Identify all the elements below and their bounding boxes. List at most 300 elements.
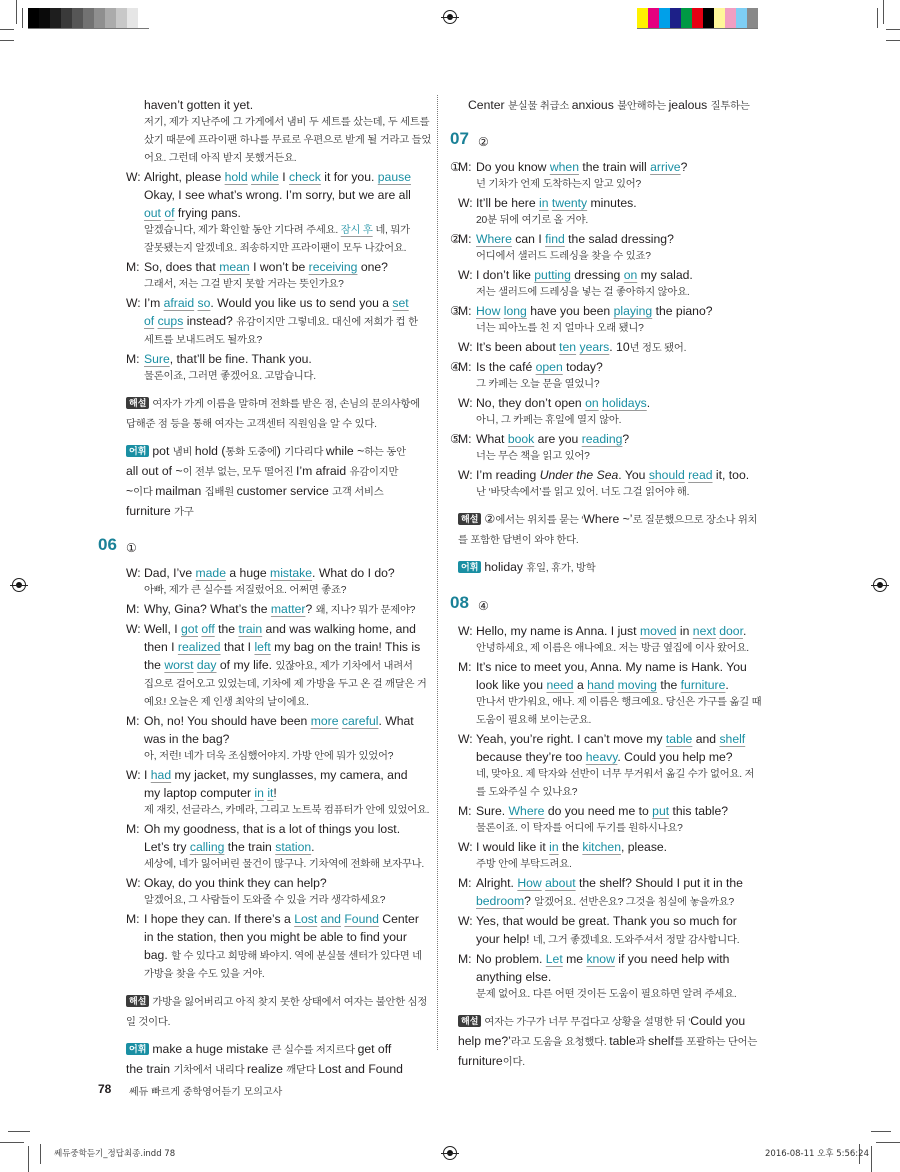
dialogue-line: W: I’m afraid so. Would you like us to send you a set [126, 296, 409, 310]
korean-text: 년 정도 됐어. [629, 343, 687, 354]
dialogue-line: W: I’m reading Under the Sea. You should read it, too. [458, 468, 750, 482]
translation-line [126, 748, 426, 766]
blank-answer: worst [164, 658, 194, 672]
crop-mark [16, 0, 17, 24]
color-swatch [659, 8, 670, 28]
blank-answer: book [507, 432, 535, 446]
dialogue-line: W: It’s been about ten years. 10년 정도 됐어. [458, 340, 687, 354]
speaker-label: W: [458, 732, 473, 746]
blank-answer: made [195, 566, 226, 580]
blank-answer: about [545, 876, 576, 890]
color-swatch [39, 8, 50, 28]
speaker-label: M: [458, 876, 472, 890]
color-swatch [703, 8, 714, 28]
blank-answer: pause [377, 170, 411, 184]
dialogue-line: bag. 할 수 있다고 희망해 봐야지. 역에 분실물 센터가 있다면 네 [144, 948, 422, 962]
blank-answer: and [320, 912, 341, 926]
option-marker: ③ [450, 304, 461, 318]
option-item [450, 358, 775, 430]
korean-text: 이 전부 없는, 모두 떨어진 [182, 467, 297, 478]
dialogue-line: my laptop computer in it! [144, 786, 277, 800]
note-line [126, 992, 426, 1012]
blank-answer: Let [545, 952, 563, 966]
color-swatch [725, 8, 736, 28]
speaker-label: M: [458, 432, 472, 446]
korean-text: 알겠어요, 그 사람들이 도와줄 수 있을 거라 생각하세요? [144, 895, 386, 906]
blank-answer: had [150, 768, 172, 782]
crop-mark [22, 8, 23, 28]
blank-answer: train [238, 622, 263, 636]
dialogue-line: Okay, I see what’s wrong. I’m sorry, but we are all [144, 188, 411, 202]
column-divider [437, 95, 438, 1050]
translation-line [126, 694, 426, 712]
korean-text: 주방 안에 부탁드려요. [476, 859, 572, 870]
blank-answer: reading [581, 432, 623, 446]
speaker-label: W: [126, 296, 141, 310]
korean-text: 저기, 제가 지난주에 그 가게에서 냄비 두 세트를 샀는데, 두 세트를 [144, 117, 430, 128]
note-line: 해설 ②에서는 위치를 묻는 ‘Where ~’로 질문했으므로 장소나 위치 [458, 510, 775, 530]
spacer [126, 984, 426, 992]
speaker-label: M: [458, 160, 472, 174]
blank-answer: it [267, 786, 274, 800]
dialogue-line: M: Where can I find the salad dressing? [458, 232, 674, 246]
dialogue-line: M: Sure. Where do you need me to put this table? [458, 804, 729, 818]
slug-date-info: 2016-08-11 오후 5:56:24 [765, 1149, 869, 1159]
speaker-label: M: [458, 304, 472, 318]
spacer [458, 502, 775, 510]
korean-text: 답해준 점 등을 통해 여자는 고객센터 직원임을 알 수 있다. [126, 419, 377, 430]
blank-answer: ten [559, 340, 577, 354]
blank-answer: in [549, 840, 559, 854]
blank-answer: receiving [308, 260, 358, 274]
translation-line [126, 802, 430, 820]
option-item [450, 230, 775, 302]
blank-answer: years [579, 340, 610, 354]
blank-answer: kitchen [582, 840, 621, 854]
korean-text: 를 포괄하는 단어는 [673, 1037, 758, 1048]
color-swatch [61, 8, 72, 28]
explanation-badge: 해설 [458, 513, 481, 525]
blank-answer: in [539, 196, 549, 210]
blank-answer: mistake [270, 566, 313, 580]
blank-answer: got [181, 622, 198, 636]
page-number: 78 [98, 1082, 112, 1096]
crop-mark [886, 29, 900, 30]
blank-answer: afraid [163, 296, 195, 310]
question-number: 07 [450, 129, 469, 148]
korean-text: 문제 없어요. 다른 어떤 것이든 도움이 필요하면 알려 주세요. [476, 989, 737, 1000]
crop-mark [8, 1131, 30, 1132]
dialogue-line: of cups instead? 유감이지만 그렇네요. 대신에 저희가 컵 한 [144, 314, 418, 328]
dialogue-line: W: It’ll be here in twenty minutes. [458, 196, 637, 210]
speaker-label: W: [458, 914, 473, 928]
question-answer: ④ [478, 599, 489, 613]
dialogue-line: M: Oh, no! You should have been more careful. What [126, 714, 414, 728]
color-swatch [94, 8, 105, 28]
speaker-label: W: [458, 624, 473, 638]
blank-answer: when [549, 160, 579, 174]
question-answer: ② [478, 135, 489, 149]
blank-answer: left [254, 640, 271, 654]
blank-answer: while [251, 170, 279, 184]
korean-text: 난 ‘바닷속에서’를 읽고 있어. 너도 그걸 읽어야 해. [476, 487, 690, 498]
note-line: help me?’라고 도움을 요청했다. table과 shelf를 포괄하는 단어는 [458, 1034, 758, 1048]
note-line: furniture 가구 [126, 504, 194, 518]
crop-mark [883, 0, 884, 24]
speaker-label: M: [458, 660, 472, 674]
dialogue-line: Let’s try calling the train station. [144, 840, 315, 854]
crop-mark [876, 1142, 900, 1143]
speaker-label: M: [458, 360, 472, 374]
question-header [98, 534, 426, 560]
translation-line [126, 132, 432, 150]
korean-text: 가구 [174, 507, 194, 518]
dialogue-line: W: Alright, please hold while I check it for you. pause [126, 170, 411, 184]
blank-answer: should [648, 468, 685, 482]
blank-answer: furniture [680, 678, 726, 692]
blank-answer: realized [177, 640, 221, 654]
translation-line [126, 276, 426, 294]
blank-answer: 잠시 후 [340, 225, 373, 236]
option-item [450, 430, 775, 502]
translation-line [126, 966, 426, 984]
option-marker: ④ [450, 360, 461, 374]
spacer [450, 116, 775, 128]
color-swatch [747, 8, 758, 28]
korean-text: 예요! 오늘은 제 인생 최악의 날이에요. [144, 697, 309, 708]
color-swatch [28, 8, 39, 28]
note-line [126, 394, 426, 414]
blank-answer: so [197, 296, 211, 310]
color-swatch [138, 8, 149, 28]
dialogue-line: W: Yeah, you’re right. I can’t move my table and shelf [458, 732, 746, 746]
korean-text: 큰 실수를 저지르다 [271, 1045, 358, 1056]
color-swatch [736, 8, 747, 28]
translation-line [126, 582, 426, 600]
speaker-label: M: [458, 952, 472, 966]
speaker-label: M: [126, 912, 140, 926]
note-line [126, 414, 426, 434]
speaker-label: W: [458, 196, 473, 210]
translation-line [458, 320, 775, 338]
dialogue-line: your help! 네, 그거 좋겠네요. 도와주셔서 정말 감사합니다. [476, 932, 740, 946]
korean-text: 네, 맞아요. 제 탁자와 선반이 너무 무거워서 옮길 수가 없어요. 저 [476, 769, 755, 780]
speaker-label: M: [126, 714, 140, 728]
blank-answer: set [392, 296, 409, 310]
color-swatch [50, 8, 61, 28]
dialogue-line: M: How long have you been playing the piano? [458, 304, 713, 318]
dialogue-line: M: Is the café open today? [458, 360, 603, 374]
blank-answer: calling [189, 840, 225, 854]
translation-line [126, 150, 426, 168]
speaker-label: W: [458, 268, 473, 282]
blank-answer: long [503, 304, 527, 318]
speaker-label: W: [126, 622, 141, 636]
korean-text: 집으로 걸어오고 있었는데, 기차에 제 가방을 두고 온 걸 깨달은 거 [144, 679, 427, 690]
korean-text: 로 질문했으므로 장소나 위치 [632, 515, 758, 526]
question-answer: ① [126, 541, 137, 555]
registration-mark-icon [873, 578, 887, 592]
translation-line [458, 484, 775, 502]
spacer [126, 522, 426, 534]
blank-answer: on [585, 396, 599, 410]
blank-answer: moved [639, 624, 677, 638]
korean-text: 질투하는 [710, 101, 750, 112]
slug-file-info: 쎄듀중학듣기_정답최종.indd 78 [54, 1149, 176, 1159]
dialogue-line: M: Do you know when the train will arrive? [458, 160, 688, 174]
korean-text: 아, 저런! 네가 더욱 조심했어야지. 가방 안에 뭐가 있었어? [144, 751, 394, 762]
blank-answer: station [275, 840, 312, 854]
korean-text: 통화 도중에 [225, 447, 277, 458]
translation-line [126, 676, 426, 694]
crop-mark [0, 40, 14, 41]
color-swatch [714, 8, 725, 28]
note-line: 어휘 holiday 휴일, 휴가, 방학 [458, 558, 775, 578]
translation-line [126, 332, 426, 350]
translation-line [458, 784, 775, 802]
registration-mark-icon [12, 578, 26, 592]
korean-text: 유감이지만 [349, 467, 399, 478]
dialogue-line: M: It’s nice to meet you, Anna. My name is Hank. You [458, 660, 747, 674]
dialogue-line: M: I hope they can. If there’s a Lost and Found Center [126, 912, 419, 926]
dialogue-line: out of frying pans. [144, 206, 241, 220]
color-swatch [127, 8, 138, 28]
speaker-label: M: [458, 232, 472, 246]
korean-text: 네, 뭐가 [375, 225, 410, 236]
blank-answer: careful [341, 714, 379, 728]
dialogue-line: the worst day of my life. 있잖아요, 제가 기차에서 내려서 [144, 658, 413, 672]
color-swatch [83, 8, 94, 28]
blank-answer: holidays [602, 396, 647, 410]
dialogue-line: was in the bag? [144, 732, 230, 746]
korean-text: 너는 무슨 책을 읽고 있어? [476, 451, 590, 462]
korean-text: 도움이 필요해 보이는군요. [476, 715, 592, 726]
korean-text: 저는 샐러드에 드레싱을 넣는 걸 좋아하지 않아요. [476, 287, 690, 298]
translation-line [458, 694, 775, 712]
blank-answer: shelf [719, 732, 746, 746]
question-header [450, 128, 775, 154]
translation-line [458, 986, 775, 1004]
translation-line [458, 640, 775, 658]
blank-answer: open [535, 360, 563, 374]
explanation-badge: 해설 [458, 1015, 481, 1027]
korean-text: 이다 [133, 487, 156, 498]
note-line: ~이다 mailman 집배원 customer service 고객 서비스 [126, 484, 384, 498]
question-header [450, 592, 775, 618]
translation-line [458, 448, 775, 466]
note-line: 어휘 pot 냄비 hold (통화 도중에) 기다리다 while ~하는 동안 [126, 442, 426, 462]
question-number: 08 [450, 593, 469, 612]
translation-line [458, 412, 775, 430]
korean-text: 를 도와주실 수 있나요? [476, 787, 578, 798]
crop-mark [28, 1146, 29, 1172]
korean-text: 냄비 [172, 447, 195, 458]
spacer [126, 434, 426, 442]
blank-answer: heavy [585, 750, 618, 764]
translation-line [458, 820, 775, 838]
speaker-label: W: [126, 768, 141, 782]
translation-line [458, 766, 775, 784]
blank-answer: Sure [144, 352, 170, 366]
korean-text: 여자는 가구가 너무 무겁다고 상황을 설명한 뒤 ‘ [484, 1017, 691, 1028]
translation-line [126, 222, 426, 240]
korean-text: 에서는 위치를 묻는 ‘ [495, 515, 584, 526]
blank-answer: read [688, 468, 713, 482]
translation-line [458, 248, 775, 266]
translation-line [126, 856, 426, 874]
option-marker: ② [450, 232, 461, 246]
blank-answer: more [310, 714, 339, 728]
color-swatch [681, 8, 692, 28]
color-swatch [648, 8, 659, 28]
speaker-label: W: [126, 170, 141, 184]
color-swatch [692, 8, 703, 28]
note-line [126, 1012, 426, 1032]
korean-text: 어요. 그런데 아직 받지 못했거든요. [144, 153, 297, 164]
korean-text: 라고 도움을 요청했다. [510, 1037, 610, 1048]
translation-line [458, 856, 775, 874]
blank-answer: Found [344, 912, 379, 926]
speaker-label: W: [458, 340, 473, 354]
translation-line [458, 176, 775, 194]
korean-text: 있잖아요, 제가 기차에서 내려서 [275, 661, 413, 672]
dialogue-line: W: Dad, I’ve made a huge mistake. What do I do? [126, 566, 395, 580]
explanation-badge: 해설 [126, 397, 149, 409]
color-calibration-bar [637, 8, 758, 29]
blank-answer: Where [476, 232, 512, 246]
right-column [450, 96, 775, 1072]
crop-mark [871, 1131, 891, 1132]
blank-answer: table [665, 732, 693, 746]
color-swatch [670, 8, 681, 28]
speaker-label: M: [126, 602, 140, 616]
option-item [450, 158, 775, 230]
speaker-label: W: [458, 840, 473, 854]
korean-text: 분 뒤에 여기로 올 거야. [487, 215, 589, 226]
dialogue-line: W: I don’t like putting dressing on my salad. [458, 268, 693, 282]
dialogue-line: M: No problem. Let me know if you need help with [458, 952, 730, 966]
option-item [450, 302, 775, 358]
korean-text: 안녕하세요, 제 이름은 애나예요. 저는 방금 옆집에 이사 왔어요. [476, 643, 749, 654]
book-title: 쎄듀 빠르게 중학영어듣기 모의고사 [129, 1087, 283, 1098]
korean-text: 할 수 있다고 희망해 봐야지. 역에 분실물 센터가 있다면 네 [171, 951, 422, 962]
registration-mark-icon [443, 10, 457, 24]
speaker-label: W: [126, 876, 141, 890]
speaker-label: M: [458, 804, 472, 818]
blank-answer: cups [157, 314, 184, 328]
dialogue-line: in the station, then you might be able to find your [144, 930, 407, 944]
korean-text: 를 포함한 답변이 와야 한다. [458, 535, 579, 546]
blank-answer: out [144, 206, 161, 220]
korean-text: 아니, 그 카페는 휴일에 열지 않아. [476, 415, 622, 426]
korean-text: 가방을 찾을 수도 있을 거야. [144, 969, 265, 980]
blank-answer: door [719, 624, 743, 638]
vocab-continuation: Center 분실물 취급소 anxious 불안해하는 jealous 질투하는 [468, 98, 750, 112]
blank-answer: mean [219, 260, 250, 274]
dialogue-line: W: I had my jacket, my sunglasses, my camera, and [126, 768, 408, 782]
blank-answer: in [254, 786, 264, 800]
korean-text: 알겠습니다, 제가 확인할 동안 기다려 주세요. [144, 225, 341, 236]
korean-text: 불안해하는 [617, 101, 669, 112]
speaker-label: W: [458, 396, 473, 410]
dialogue-line: look like you need a hand moving the furniture. [476, 678, 729, 692]
korean-text: 세상에, 네가 잃어버린 물건이 많구나. 기차역에 전화해 보자꾸나. [144, 859, 425, 870]
option-marker: ① [450, 160, 461, 174]
blank-answer: of [144, 314, 155, 328]
speaker-label: M: [126, 822, 140, 836]
color-swatch [637, 8, 648, 28]
color-swatch [116, 8, 127, 28]
korean-text: 분실물 취급소 [507, 101, 572, 112]
korean-text: 만나서 반가워요, 애나. 제 이름은 행크예요. 당신은 가구를 옮길 때 [476, 697, 762, 708]
option-marker: ⑤ [450, 432, 461, 446]
korean-text: 기차에서 내리다 [173, 1065, 247, 1076]
crop-mark [0, 1142, 24, 1143]
blank-answer: twenty [551, 196, 588, 210]
registration-mark-icon [443, 1146, 457, 1160]
crop-mark [886, 40, 900, 41]
crop-mark [0, 29, 14, 30]
korean-text: 왜, 지나? 뭐가 문제야? [315, 605, 416, 616]
translation-line [126, 892, 426, 910]
korean-text: 물론이죠, 그러면 좋겠어요. 고맙습니다. [144, 371, 316, 382]
blank-answer: arrive [650, 160, 681, 174]
spacer [458, 550, 775, 558]
blank-answer: How [476, 304, 501, 318]
blank-answer: hold [224, 170, 248, 184]
korean-text: 그 카페는 오늘 문을 열었니? [476, 379, 600, 390]
blank-answer: hand [587, 678, 615, 692]
vocab-badge: 어휘 [126, 445, 149, 457]
note-line: 해설 여자는 가구가 너무 무겁다고 상황을 설명한 뒤 ‘Could you [458, 1012, 775, 1032]
korean-text: 휴일, 휴가, 방학 [526, 563, 596, 574]
blank-answer: bedroom [476, 894, 525, 908]
blank-answer: next [692, 624, 716, 638]
note-line [458, 530, 775, 550]
korean-text: 네, 그거 좋겠네요. 도와주셔서 정말 감사합니다. [532, 935, 740, 946]
blank-answer: need [546, 678, 574, 692]
note-line: all out of ~이 전부 없는, 모두 떨어진 I’m afraid 유감이지만 [126, 464, 399, 478]
dialogue-line: M: What book are you reading? [458, 432, 630, 446]
indent-wrap [450, 502, 775, 578]
note-line: 어휘 make a huge mistake 큰 실수를 저지르다 get off [126, 1040, 426, 1060]
dialogue-line: M: Oh my goodness, that is a lot of things you lost. [126, 822, 401, 836]
korean-text: 집배원 [204, 487, 237, 498]
dialogue-line: M: Alright. How about the shelf? Should I put it in the [458, 876, 743, 890]
dialogue-line: bedroom? 알겠어요. 선반은요? 그것을 침실에 놓을까요? [476, 894, 735, 908]
left-column [98, 96, 432, 1080]
speaker-label: M: [126, 260, 140, 274]
dialogue-line: anything else. [476, 970, 552, 984]
dialogue-line: M: Why, Gina? What’s the matter? 왜, 지나? 뭐가 문제야? [126, 602, 416, 616]
korean-text: 기다리다 [284, 447, 326, 458]
translation-line [126, 368, 426, 386]
translation-line [458, 376, 775, 394]
dialogue-line: then I realized that I left my bag on the train! This is [144, 640, 421, 654]
translation-line [458, 284, 775, 302]
dialogue-line: W: Hello, my name is Anna. I just moved in next door. [458, 624, 747, 638]
text-line: haven’t gotten it yet. [144, 98, 254, 112]
note-line: furniture이다. [458, 1054, 525, 1068]
korean-text: 깨닫다 [286, 1065, 319, 1076]
korean-text: 일 것이다. [126, 1017, 171, 1028]
translation-line [126, 240, 426, 258]
blank-answer: playing [613, 304, 653, 318]
blank-answer: find [545, 232, 565, 246]
korean-text: 하는 동안 [364, 447, 406, 458]
explanation-badge: 해설 [126, 995, 149, 1007]
spacer [126, 386, 426, 394]
